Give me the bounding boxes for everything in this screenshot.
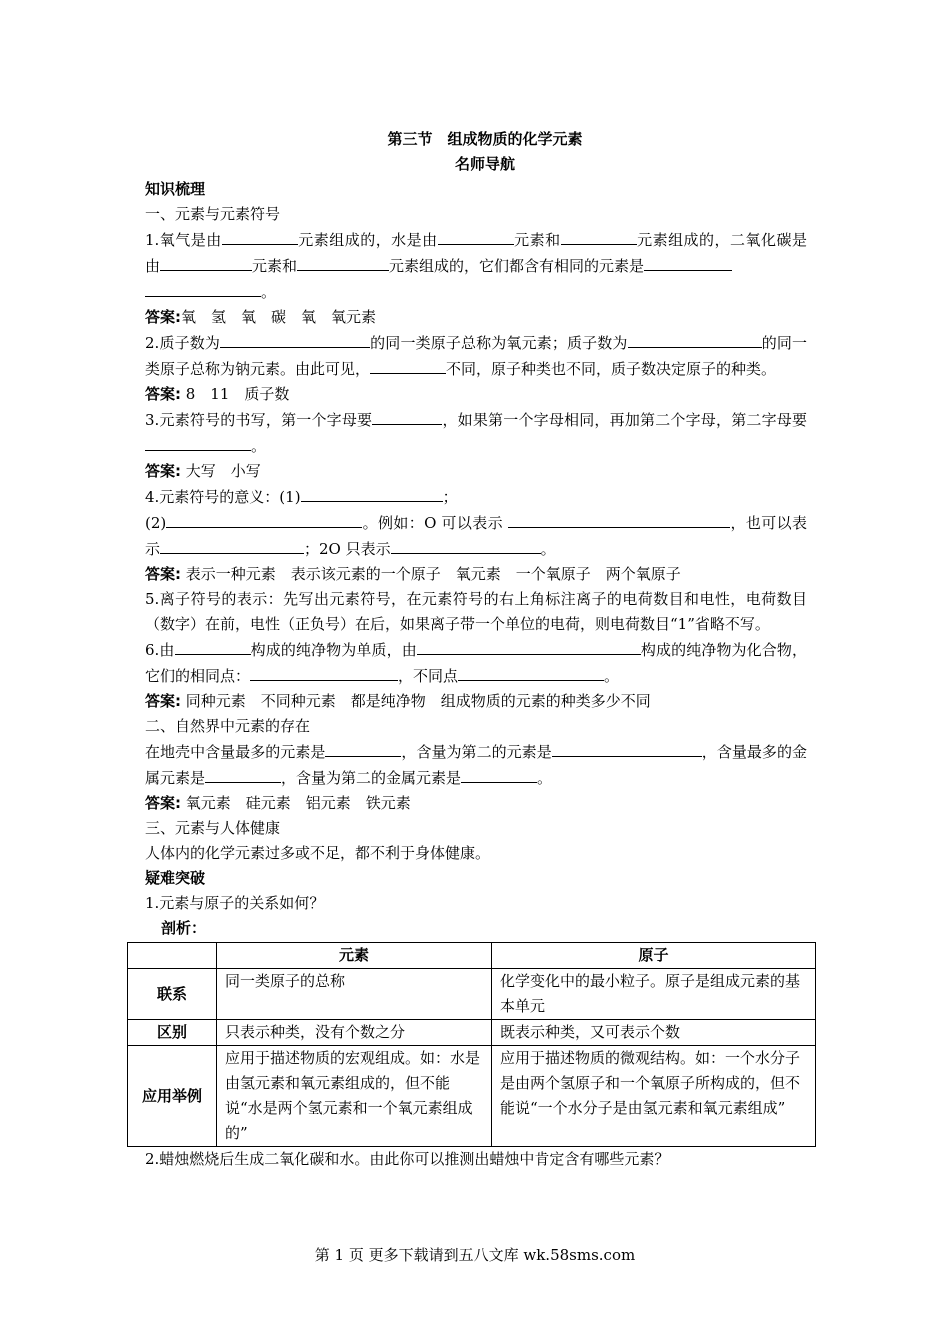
section-3-heading: 三、元素与人体健康: [145, 819, 281, 837]
answer-4: 答案: 表示一种元素 表示该元素的一个原子 氧元素 一个氧原子 两个氧原子: [145, 565, 681, 583]
question-4: 4.元素符号的意义：(1) ； (2) 。例如：O 可以表示 ，也可以表示 ；2O 只表示 。: [145, 484, 807, 562]
cell-atom: 既表示种类，又可表示个数: [492, 1020, 816, 1046]
question-7: 在地壳中含量最多的元素是 ，含量为第二的元素是 ，含量最多的金属元素是 ，含量为第二的金属元素是 。: [145, 739, 807, 791]
table-row: [128, 969, 816, 1020]
section-knowledge: 知识梳理: [145, 180, 206, 198]
question-2: 2.质子数为 的同一类原子总称为氧元素；质子数为 的同一类原子总称为钠元素。由此可见， 不同，原子种类也不同，质子数决定原子的种类。: [145, 330, 807, 382]
row-label: 应用举例: [128, 1046, 217, 1147]
cell-element: 只表示种类，没有个数之分: [217, 1020, 492, 1046]
page-subtitle: 名师导航: [454, 155, 515, 173]
question-6: 6.由 构成的纯净物为单质，由 构成的纯净物为化合物，它们的相同点： ，不同点 。: [145, 637, 807, 689]
row-label: 区别: [128, 1020, 217, 1046]
comparison-table: [127, 942, 816, 1147]
answer-6: 答案: 同种元素 不同种元素 都是纯净物 组成物质的元素的种类多少不同: [145, 692, 651, 710]
cell-element: 应用于描述物质的宏观组成。如：水是由氢元素和氧元素组成的，但不能说“水是两个氢元素和一个氧元素组成的”: [217, 1046, 492, 1147]
page-footer: 第 1 页 更多下载请到五八文库 wk.58sms.com: [314, 1246, 636, 1264]
table-header-element: 元素: [217, 943, 492, 969]
question-1: 1.氧气是由 元素组成的，水是由 元素和 元素组成的，二氧化碳是由 元素和 元素组成的，它们都含有相同的元素是 。: [145, 227, 807, 305]
table-corner-cell: [128, 943, 217, 969]
row-label: 联系: [128, 969, 217, 1020]
section-1-heading: 一、元素与元素符号: [145, 205, 281, 223]
difficult-question-1: 1.元素与原子的关系如何？: [145, 894, 325, 912]
cell-element: 同一类原子的总称: [217, 969, 492, 1020]
document-page: [141, 127, 807, 1172]
section-2-heading: 二、自然界中元素的存在: [145, 717, 311, 735]
table-row: [128, 1046, 816, 1147]
table-header-row: [128, 943, 816, 969]
question-3: 3.元素符号的书写，第一个字母要 ，如果第一个字母相同，再加第二个字母，第二字母要。: [145, 407, 807, 459]
answer-7: 答案: 氧元素 硅元素 铝元素 铁元素: [145, 794, 411, 812]
answer-2: 答案: 8 11 质子数: [145, 385, 290, 403]
table-row: [128, 1020, 816, 1046]
question-5: 5.离子符号的表示：先写出元素符号，在元素符号的右上角标注离子的电荷数目和电性，电荷数目（数字）在前，电性（正负号）在后，如果离子带一个单位的电荷，则电荷数目“1”省略不写。: [145, 590, 807, 633]
cell-atom: 化学变化中的最小粒子。原子是组成元素的基本单元: [492, 969, 816, 1020]
section-difficult: 疑难突破: [145, 869, 206, 887]
analysis-label: 剖析：: [161, 919, 207, 937]
table-header-atom: 原子: [492, 943, 816, 969]
answer-3: 答案: 大写 小写: [145, 462, 261, 480]
page-title: 第三节 组成物质的化学元素: [387, 130, 583, 148]
cell-atom: 应用于描述物质的微观结构。如：一个水分子是由两个氢原子和一个氧原子所构成的，但不能说“一个水分子是由氢元素和氧元素组成”: [492, 1046, 816, 1147]
health-text: 人体内的化学元素过多或不足，都不利于身体健康。: [145, 844, 491, 862]
answer-1: 答案:氧 氢 氧 碳 氧 氧元素: [145, 308, 377, 326]
difficult-question-2: 2.蜡烛燃烧后生成二氧化碳和水。由此你可以推测出蜡烛中肯定含有哪些元素？: [145, 1150, 670, 1168]
